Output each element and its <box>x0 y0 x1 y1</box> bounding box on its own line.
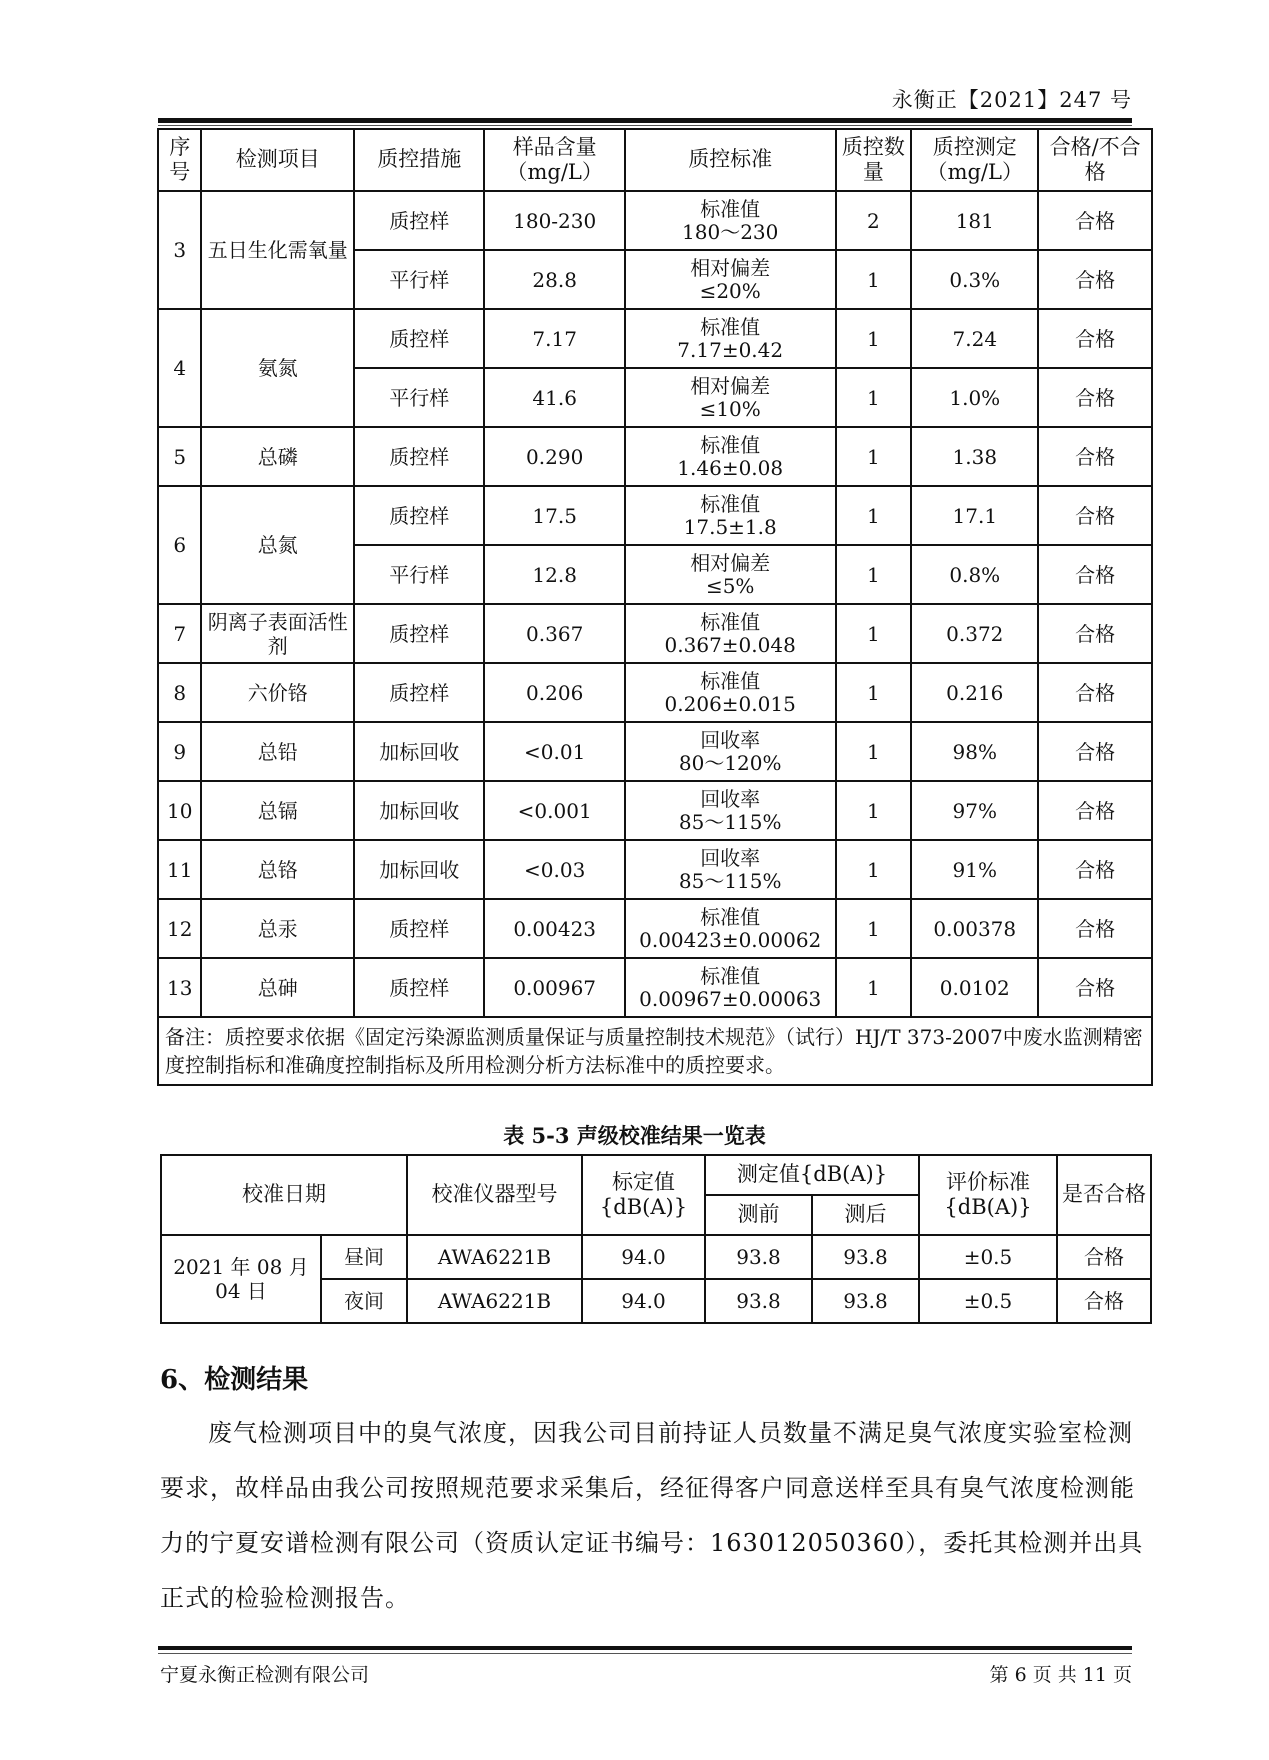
col-item: 检测项目 <box>201 129 354 191</box>
cell-seq: 7 <box>158 604 201 663</box>
cell-item: 总砷 <box>201 958 354 1017</box>
cell-measured: 0.8% <box>911 545 1038 604</box>
cell-measured: 181 <box>911 191 1038 250</box>
col-cal-criteria: 评价标准{dB(A)} <box>919 1155 1057 1235</box>
col-cal-nominal: 标定值{dB(A)} <box>582 1155 705 1235</box>
cell-content: 0.00967 <box>484 958 624 1017</box>
footer-company: 宁夏永衡正检测有限公司 <box>160 1664 370 1686</box>
qc-header-row <box>158 129 1152 191</box>
footer-rule <box>158 1646 1132 1650</box>
standard-label: 相对偏差 <box>690 373 771 398</box>
cell-measured: 97% <box>911 781 1038 840</box>
cell-seq: 4 <box>158 309 201 427</box>
cell-criteria: ±0.5 <box>919 1279 1057 1323</box>
table-row <box>158 604 1152 663</box>
cell-standard <box>625 486 836 545</box>
cell-criteria: ±0.5 <box>919 1235 1057 1279</box>
cell-result: 合格 <box>1038 191 1152 250</box>
cell-seq: 3 <box>158 191 201 309</box>
standard-value: 85～115% <box>678 809 782 834</box>
section-title: 6、检测结果 <box>160 1365 309 1395</box>
standard-label: 标准值 <box>700 609 761 634</box>
cell-item: 六价铬 <box>201 663 354 722</box>
cell-result: 合格 <box>1038 958 1152 1017</box>
cell-item: 阴离子表面活性剂 <box>201 604 354 663</box>
col-count: 质控数量 <box>836 129 912 191</box>
cell-count: 1 <box>836 840 912 899</box>
cell-measure: 平行样 <box>354 250 484 309</box>
cell-standard <box>625 722 836 781</box>
standard-label: 标准值 <box>700 904 761 929</box>
cell-before: 93.8 <box>705 1279 812 1323</box>
cell-content: 28.8 <box>484 250 624 309</box>
cell-count: 1 <box>836 663 912 722</box>
cell-count: 1 <box>836 781 912 840</box>
cell-nominal: 94.0 <box>582 1235 705 1279</box>
table-row <box>158 486 1152 545</box>
section-paragraph: 废气检测项目中的臭气浓度，因我公司目前持证人员数量不满足臭气浓度实验室检测要求，故样品由我公司按照规范要求采集后，经征得客户同意送样至具有臭气浓度检测能力的宁夏安谱检测有限公司（资质认定证书编号：163012050360），委托其检测并出具正式的检验检测报告。 <box>160 1419 1144 1612</box>
standard-value: 0.00967±0.00063 <box>639 986 822 1011</box>
cell-item: 总磷 <box>201 427 354 486</box>
cell-measure: 质控样 <box>354 309 484 368</box>
cell-content: 7.17 <box>484 309 624 368</box>
col-cal-model: 校准仪器型号 <box>407 1155 582 1235</box>
standard-value: 80～120% <box>678 750 782 775</box>
cell-count: 1 <box>836 958 912 1017</box>
cell-model: AWA6221B <box>407 1279 582 1323</box>
table-row <box>158 191 1152 250</box>
cell-after: 93.8 <box>812 1235 919 1279</box>
col-cal-before: 测前 <box>705 1195 812 1235</box>
cell-standard <box>625 368 836 427</box>
qc-table <box>157 128 1153 1086</box>
cell-result: 合格 <box>1038 781 1152 840</box>
cell-count: 2 <box>836 191 912 250</box>
cell-measured: 1.0% <box>911 368 1038 427</box>
col-cal-after: 测后 <box>812 1195 919 1235</box>
cell-result: 合格 <box>1038 840 1152 899</box>
cell-measure: 质控样 <box>354 899 484 958</box>
standard-label: 回收率 <box>700 786 761 811</box>
col-cal-pass: 是否合格 <box>1057 1155 1151 1235</box>
cell-pass: 合格 <box>1057 1279 1151 1323</box>
header-rule <box>158 118 1132 123</box>
standard-label: 标准值 <box>700 196 761 221</box>
cell-before: 93.8 <box>705 1235 812 1279</box>
cell-measured: 0.372 <box>911 604 1038 663</box>
standard-label: 标准值 <box>700 432 761 457</box>
table-caption: 表 5-3 声级校准结果一览表 <box>503 1123 766 1148</box>
cell-nominal: 94.0 <box>582 1279 705 1323</box>
cell-seq: 8 <box>158 663 201 722</box>
standard-value: ≤10% <box>699 396 761 421</box>
table-row <box>158 663 1152 722</box>
standard-label: 回收率 <box>700 727 761 752</box>
footer-page-number: 第 6 页 共 11 页 <box>989 1664 1132 1686</box>
cell-measure: 质控样 <box>354 486 484 545</box>
cell-seq: 13 <box>158 958 201 1017</box>
col-cal-measured: 测定值{dB(A)} <box>705 1155 919 1195</box>
cell-seq: 5 <box>158 427 201 486</box>
standard-label: 标准值 <box>700 963 761 988</box>
table-row <box>158 309 1152 368</box>
cell-result: 合格 <box>1038 250 1152 309</box>
table-row <box>158 958 1152 1017</box>
cell-content: 180-230 <box>484 191 624 250</box>
cell-measure: 质控样 <box>354 958 484 1017</box>
cell-seq: 6 <box>158 486 201 604</box>
cell-result: 合格 <box>1038 309 1152 368</box>
cell-content: <0.01 <box>484 722 624 781</box>
cell-count: 1 <box>836 722 912 781</box>
col-cal-date: 校准日期 <box>161 1155 407 1235</box>
cell-standard <box>625 191 836 250</box>
col-seq: 序号 <box>158 129 201 191</box>
standard-value: 0.00423±0.00062 <box>639 927 822 952</box>
cell-measured: 1.38 <box>911 427 1038 486</box>
cell-standard <box>625 781 836 840</box>
table-row <box>158 427 1152 486</box>
cell-measure: 质控样 <box>354 663 484 722</box>
cell-measured: 0.0102 <box>911 958 1038 1017</box>
cell-pass: 合格 <box>1057 1235 1151 1279</box>
cell-count: 1 <box>836 545 912 604</box>
cell-item: 总氮 <box>201 486 354 604</box>
header-rule-thin <box>158 125 1132 126</box>
cell-seq: 11 <box>158 840 201 899</box>
cell-seq: 9 <box>158 722 201 781</box>
standard-label: 标准值 <box>700 491 761 516</box>
cell-standard <box>625 604 836 663</box>
col-standard: 质控标准 <box>625 129 836 191</box>
cell-content: <0.001 <box>484 781 624 840</box>
cell-measured: 0.216 <box>911 663 1038 722</box>
cell-item: 氨氮 <box>201 309 354 427</box>
standard-label: 相对偏差 <box>690 550 771 575</box>
table-row <box>158 840 1152 899</box>
cell-count: 1 <box>836 250 912 309</box>
cal-header-row <box>161 1155 1151 1195</box>
cell-content: 41.6 <box>484 368 624 427</box>
cell-content: 17.5 <box>484 486 624 545</box>
cell-measure: 质控样 <box>354 191 484 250</box>
cell-model: AWA6221B <box>407 1235 582 1279</box>
cell-result: 合格 <box>1038 663 1152 722</box>
standard-value: 0.206±0.015 <box>664 691 796 716</box>
cell-measured: 7.24 <box>911 309 1038 368</box>
cell-seq: 10 <box>158 781 201 840</box>
standard-label: 相对偏差 <box>690 255 771 280</box>
cell-item: 总汞 <box>201 899 354 958</box>
cell-item: 总铅 <box>201 722 354 781</box>
col-measure: 质控措施 <box>354 129 484 191</box>
cell-count: 1 <box>836 427 912 486</box>
table-row <box>158 781 1152 840</box>
cell-result: 合格 <box>1038 722 1152 781</box>
cell-content: 0.290 <box>484 427 624 486</box>
cell-measure: 平行样 <box>354 368 484 427</box>
cell-measured: 0.3% <box>911 250 1038 309</box>
table-note: 备注：质控要求依据《固定污染源监测质量保证与质量控制技术规范》（试行）HJ/T 373-2007中废水监测精密度控制指标和准确度控制指标及所用检测分析方法标准中的质控要求。 <box>158 1017 1152 1085</box>
cell-standard <box>625 840 836 899</box>
standard-label: 标准值 <box>700 668 761 693</box>
standard-value: 1.46±0.08 <box>677 455 784 480</box>
col-result: 合格/不合格 <box>1038 129 1152 191</box>
cell-standard <box>625 958 836 1017</box>
cell-after: 93.8 <box>812 1279 919 1323</box>
cell-item: 总铬 <box>201 840 354 899</box>
cell-standard <box>625 545 836 604</box>
cell-standard <box>625 427 836 486</box>
cell-measured: 91% <box>911 840 1038 899</box>
cell-standard <box>625 250 836 309</box>
cell-count: 1 <box>836 604 912 663</box>
cell-measure: 质控样 <box>354 604 484 663</box>
cell-content: 0.206 <box>484 663 624 722</box>
cell-count: 1 <box>836 368 912 427</box>
cell-measured: 98% <box>911 722 1038 781</box>
standard-value: 7.17±0.42 <box>677 337 784 362</box>
cell-result: 合格 <box>1038 486 1152 545</box>
note-row <box>158 1017 1152 1085</box>
col-content: 样品含量（mg/L） <box>484 129 624 191</box>
cell-result: 合格 <box>1038 604 1152 663</box>
cell-seq: 12 <box>158 899 201 958</box>
standard-value: 0.367±0.048 <box>664 632 796 657</box>
cell-content: <0.03 <box>484 840 624 899</box>
standard-value: 17.5±1.8 <box>683 514 777 539</box>
cell-cal-date: 2021 年 08 月 04 日 <box>161 1235 321 1323</box>
document-number: 永衡正【2021】247 号 <box>891 88 1132 112</box>
cell-result: 合格 <box>1038 368 1152 427</box>
cell-content: 12.8 <box>484 545 624 604</box>
cell-measure: 加标回收 <box>354 781 484 840</box>
cell-period: 夜间 <box>321 1279 407 1323</box>
footer-rule-thin <box>158 1653 1132 1654</box>
cell-measured: 17.1 <box>911 486 1038 545</box>
cell-period: 昼间 <box>321 1235 407 1279</box>
cell-count: 1 <box>836 309 912 368</box>
standard-value: 85～115% <box>678 868 782 893</box>
cell-content: 0.367 <box>484 604 624 663</box>
cell-measure: 平行样 <box>354 545 484 604</box>
standard-value: 180～230 <box>682 219 779 244</box>
table-row <box>158 899 1152 958</box>
table-row <box>158 722 1152 781</box>
cell-result: 合格 <box>1038 545 1152 604</box>
col-measured: 质控测定（mg/L） <box>911 129 1038 191</box>
cell-standard <box>625 309 836 368</box>
cell-measure: 加标回收 <box>354 722 484 781</box>
cell-content: 0.00423 <box>484 899 624 958</box>
cell-item: 总镉 <box>201 781 354 840</box>
standard-value: ≤5% <box>705 573 755 598</box>
cell-count: 1 <box>836 486 912 545</box>
cell-result: 合格 <box>1038 899 1152 958</box>
cell-standard <box>625 899 836 958</box>
cell-count: 1 <box>836 899 912 958</box>
standard-label: 回收率 <box>700 845 761 870</box>
cell-item: 五日生化需氧量 <box>201 191 354 309</box>
cell-measure: 质控样 <box>354 427 484 486</box>
cell-standard <box>625 663 836 722</box>
cell-result: 合格 <box>1038 427 1152 486</box>
cell-measured: 0.00378 <box>911 899 1038 958</box>
standard-value: ≤20% <box>699 278 761 303</box>
standard-label: 标准值 <box>700 314 761 339</box>
calibration-table <box>160 1154 1152 1324</box>
cell-measure: 加标回收 <box>354 840 484 899</box>
table-row <box>161 1235 1151 1279</box>
